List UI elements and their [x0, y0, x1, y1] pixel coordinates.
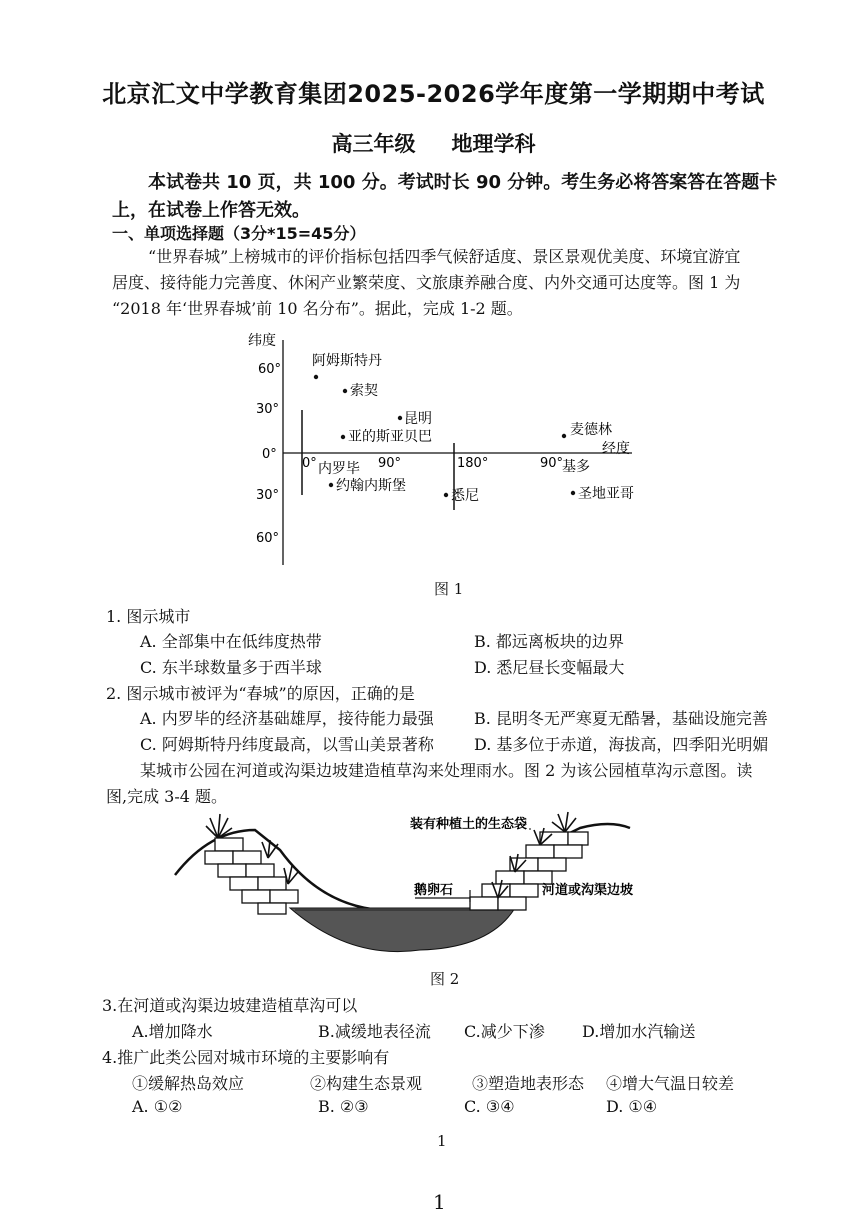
instructions-line2: 上，在试卷上作答无效。: [112, 200, 310, 221]
q4-option-d: D. ①④: [606, 1097, 658, 1116]
q1-stem: 1. 图示城市: [106, 607, 191, 626]
intro2-line2: 图,完成 3-4 题。: [106, 787, 228, 806]
x-tick-90e: 90°: [378, 456, 402, 471]
q2-option-c: C. 阿姆斯特丹纬度最高，以雪山美景著称: [140, 735, 434, 754]
x-axis-label: 经度: [602, 441, 630, 457]
city-dot-johannesburg: [329, 483, 333, 487]
page-number-outer: 1: [433, 1190, 446, 1214]
q1-option-a: A. 全部集中在低纬度热带: [140, 632, 322, 651]
city-label-medellin: 麦德林: [570, 422, 612, 438]
city-dot-medellin: [562, 434, 566, 438]
label-pebble: 鹅卵石: [414, 883, 454, 898]
q3-option-d: D.增加水汽输送: [582, 1022, 696, 1041]
city-dot-addis-ababa: [341, 435, 345, 439]
label-eco-bag: 装有种植土的生态袋: [410, 817, 528, 832]
q1-option-b: B. 都远离板块的边界: [474, 632, 624, 651]
intro2-line1: 某城市公园在河道或沟渠边坡建造植草沟来处理雨水。图 2 为该公园植草沟示意图。读: [140, 761, 753, 780]
q4-statement-3: ③塑造地表形态: [472, 1074, 585, 1093]
q4-option-c: C. ③④: [464, 1097, 515, 1116]
q2-stem: 2. 图示城市被评为“春城”的原因，正确的是: [106, 684, 415, 703]
city-dot-kunming: [398, 416, 402, 420]
x-tick-180: 180°: [457, 456, 489, 471]
instructions-line1: 本试卷共 10 页，共 100 分。考试时长 90 分钟。考生务必将答案答在答题卡: [148, 172, 778, 193]
q3-option-a: A.增加降水: [132, 1022, 213, 1041]
city-dot-santiago: [571, 491, 575, 495]
city-dot-sochi: [343, 389, 347, 393]
q1-option-c: C. 东半球数量多于西半球: [140, 658, 322, 677]
city-label-santiago: 圣地亚哥: [578, 486, 634, 502]
q2-option-b: B. 昆明冬无严寒夏无酷暑，基础设施完善: [474, 709, 768, 728]
q3-option-b: B.减缓地表径流: [318, 1022, 431, 1041]
page-number-inner: 1: [437, 1132, 447, 1150]
subject-label: 地理学科: [451, 132, 536, 156]
q1-option-d: D. 悉尼昼长变幅最大: [474, 658, 625, 677]
y-axis-label: 纬度: [248, 333, 276, 349]
city-label-nairobi: 内罗毕: [318, 461, 360, 477]
exam-title: 北京汇文中学教育集团2025-2026学年度第一学期期中考试: [102, 80, 765, 108]
city-label-kunming: 昆明: [404, 411, 432, 427]
exam-subtitle: [0, 128, 867, 158]
city-label-quito: 基多: [562, 459, 590, 475]
city-label-sydney: 悉尼: [451, 488, 479, 504]
pebble-bed: [290, 908, 515, 952]
grade-label: 高三年级: [331, 132, 416, 156]
intro1-line2: 居度、接待能力完善度、休闲产业繁荣度、文旅康养融合度、内外交通可达度等。图 1 为: [112, 273, 741, 292]
y-tick-30s: 30°: [256, 488, 280, 503]
intro1-line1: “世界春城”上榜城市的评价指标包括四季气候舒适度、景区景观优美度、环境宜游宜: [148, 247, 741, 266]
figure1-map-chart: [240, 325, 660, 570]
city-label-johannesburg: 约翰内斯堡: [336, 478, 406, 494]
figure1-caption: 图 1: [434, 580, 464, 598]
eco-bags-right: [470, 832, 588, 910]
y-tick-30n: 30°: [256, 402, 280, 417]
x-tick-90w: 90°: [540, 456, 564, 471]
q4-statement-1: ①缓解热岛效应: [132, 1074, 245, 1093]
y-tick-60n: 60°: [258, 362, 282, 377]
figure2-grass-swale-diagram: [170, 810, 635, 965]
figure2-caption: 图 2: [430, 970, 460, 988]
q4-stem: 4.推广此类公园对城市环境的主要影响有: [102, 1048, 390, 1067]
q4-option-b: B. ②③: [318, 1097, 369, 1116]
eco-bags-left: [205, 838, 298, 914]
section-heading: 一、单项选择题（3分*15=45分）: [112, 224, 366, 243]
x-tick-0: 0°: [302, 456, 317, 471]
y-tick-0: 0°: [262, 447, 277, 462]
label-slope: 河道或沟渠边坡: [542, 883, 634, 898]
intro1-line3: “2018 年‘世界春城’前 10 名分布”。据此，完成 1-2 题。: [112, 299, 523, 318]
q2-option-d: D. 基多位于赤道，海拔高，四季阳光明媚: [474, 735, 769, 754]
city-dot-amsterdam: [314, 375, 318, 379]
y-tick-60s: 60°: [256, 531, 280, 546]
q3-option-c: C.减少下渗: [464, 1022, 545, 1041]
q4-statement-2: ②构建生态景观: [310, 1074, 423, 1093]
city-label-addis-ababa: 亚的斯亚贝巴: [348, 429, 432, 445]
q2-option-a: A. 内罗毕的经济基础雄厚，接待能力最强: [140, 709, 434, 728]
q4-option-a: A. ①②: [132, 1097, 183, 1116]
city-dot-sydney: [444, 493, 448, 497]
q4-statement-4: ④增大气温日较差: [606, 1074, 735, 1093]
city-label-amsterdam: 阿姆斯特丹: [312, 353, 382, 369]
city-label-sochi: 索契: [350, 383, 378, 399]
q3-stem: 3.在河道或沟渠边坡建造植草沟可以: [102, 996, 358, 1015]
